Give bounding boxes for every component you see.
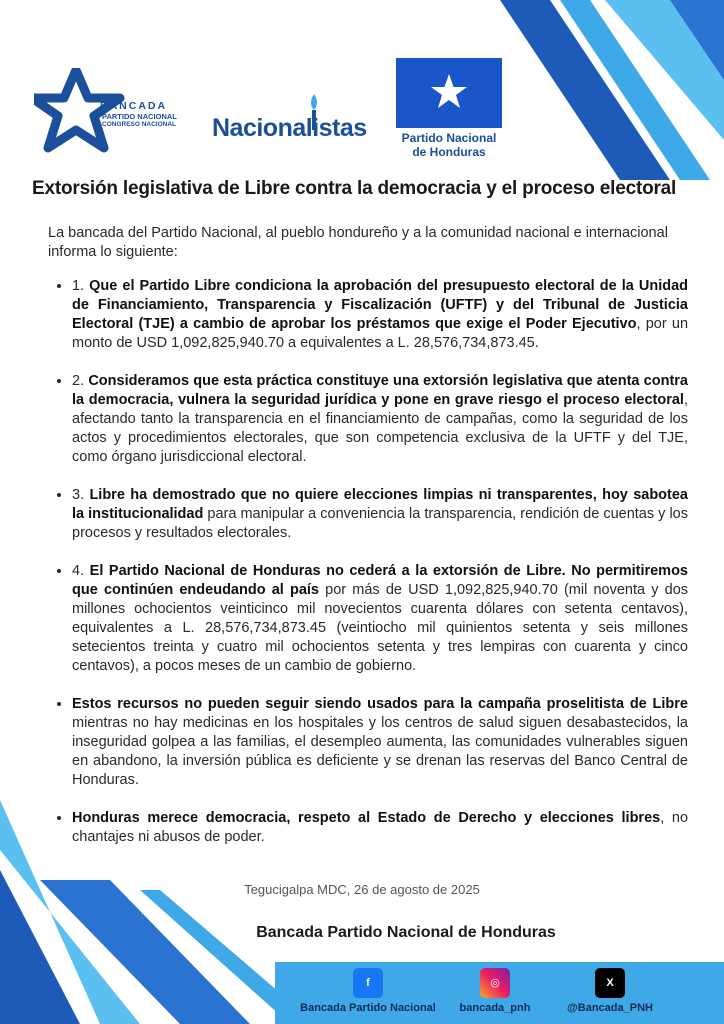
social-facebook[interactable] <box>288 968 448 1014</box>
item-number: 1. <box>72 278 90 294</box>
item-number: 4. <box>72 563 90 579</box>
item-text: mientras no hay medicinas en los hospitales y los centros de salud siguen desabastecidos, la inseguridad golpea a las familias, el desempleo aumenta, las comunidades vulnerables siguen en abandono, la inversión pública es deficiente y se drenan las reservas del Banco Central de Honduras. <box>72 715 688 788</box>
x-handle[interactable]: @Bancada_PNH <box>567 1002 653 1014</box>
item-number: 3. <box>72 487 90 503</box>
social-instagram[interactable] <box>455 968 535 1014</box>
instagram-icon[interactable]: ◎ <box>480 968 510 998</box>
instagram-handle[interactable]: bancada_pnh <box>459 1002 531 1014</box>
item-bold-text: Estos recursos no pueden seguir siendo usados para la campaña proselitista de Libre <box>72 696 688 712</box>
item-text: , afectando tanto la transparencia en el financiamiento de campañas, como la seguridad de los actos y procedimientos electorales, que son competencia exclusiva de la UFTF y del TJE, como órgano jurisdiccional electoral. <box>72 392 688 465</box>
item-text: , no chantajes ni abusos de poder. <box>72 810 689 845</box>
list-item <box>72 486 688 543</box>
document-title: Extorsión legislativa de Libre contra la democracia y el proceso electoral <box>32 178 677 199</box>
item-bold-text: Honduras merece democracia, respeto al Estado de Derecho y elecciones libres <box>72 810 661 826</box>
item-bold-text: Consideramos que esta práctica constituye una extorsión legislativa que atenta contra la democracia, vulnera la seguridad jurídica y pone en grave riesgo el proceso electoral <box>72 373 689 408</box>
social-x[interactable] <box>555 968 665 1014</box>
party-flag <box>396 58 502 128</box>
intro-paragraph: La bancada del Partido Nacional, al pueblo hondureño y a la comunidad nacional e internacional informa lo siguiente: <box>48 225 668 260</box>
bancada-logo-line2: PARTIDO NACIONAL <box>102 112 177 121</box>
white-star-icon <box>430 74 468 110</box>
bancada-logo <box>34 68 209 156</box>
facebook-handle[interactable]: Bancada Partido Nacional <box>300 1002 436 1014</box>
party-logo <box>396 58 502 159</box>
bancada-logo-line1: BANCADA <box>100 100 168 112</box>
item-bold-text: Que el Partido Libre condiciona la aprobación del presupuesto electoral de la Unidad de Financiamiento, Transparencia y Fiscalización (UFTF) y del Tribunal de Justicia Electoral (TJE) a cambio de aprobar los préstamos que exige el Poder Ejecutivo <box>72 278 689 332</box>
party-name-line2: de Honduras <box>412 145 486 159</box>
item-text: para manipular a conveniencia la transparencia, rendición de cuentas y los procesos y resultados electorales. <box>72 506 688 541</box>
item-bold-text: Libre ha demostrado que no quiere elecciones limpias ni transparentes, hoy sabotea la institucionalidad <box>72 487 688 522</box>
party-name-line1: Partido Nacional <box>401 131 497 145</box>
item-text: por más de USD 1,092,825,940.70 (mil noventa y dos millones ochocientos veinticinco mil novecientos cuarenta dólares con setenta centavos), equivalentes a L. 28,576,734,873.45 (veintiocho mil quinientos setenta y seis millones setecientos treinta y cuatro mil ochocientos setenta y tres lempiras con cuarenta y cinco centavos), a pocos meses de un cambio de gobierno. <box>72 582 689 674</box>
facebook-icon[interactable]: f <box>353 968 383 998</box>
document-body <box>48 224 688 866</box>
list-item <box>72 277 688 353</box>
statement-list <box>48 277 688 847</box>
list-item <box>72 695 688 790</box>
x-icon[interactable]: X <box>595 968 625 998</box>
list-item <box>72 809 688 847</box>
item-number: 2. <box>72 373 89 389</box>
place-and-date: Tegucigalpa MDC, 26 de agosto de 2025 <box>244 882 480 897</box>
list-item <box>72 372 688 467</box>
header-logos <box>0 56 724 166</box>
nacionalistas-logo: Nacionalistas <box>212 114 367 142</box>
signature: Bancada Partido Nacional de Honduras <box>256 924 556 941</box>
list-item <box>72 562 688 676</box>
item-bold-text: El Partido Nacional de Honduras no cederá a la extorsión de Libre. No permitiremos que continúen endeudando al país <box>72 563 688 598</box>
bancada-logo-line3: CONGRESO NACIONAL <box>102 121 177 128</box>
item-text: , por un monto de USD 1,092,825,940.70 a equivalentes a L. 28,576,734,873.45. <box>72 316 689 351</box>
